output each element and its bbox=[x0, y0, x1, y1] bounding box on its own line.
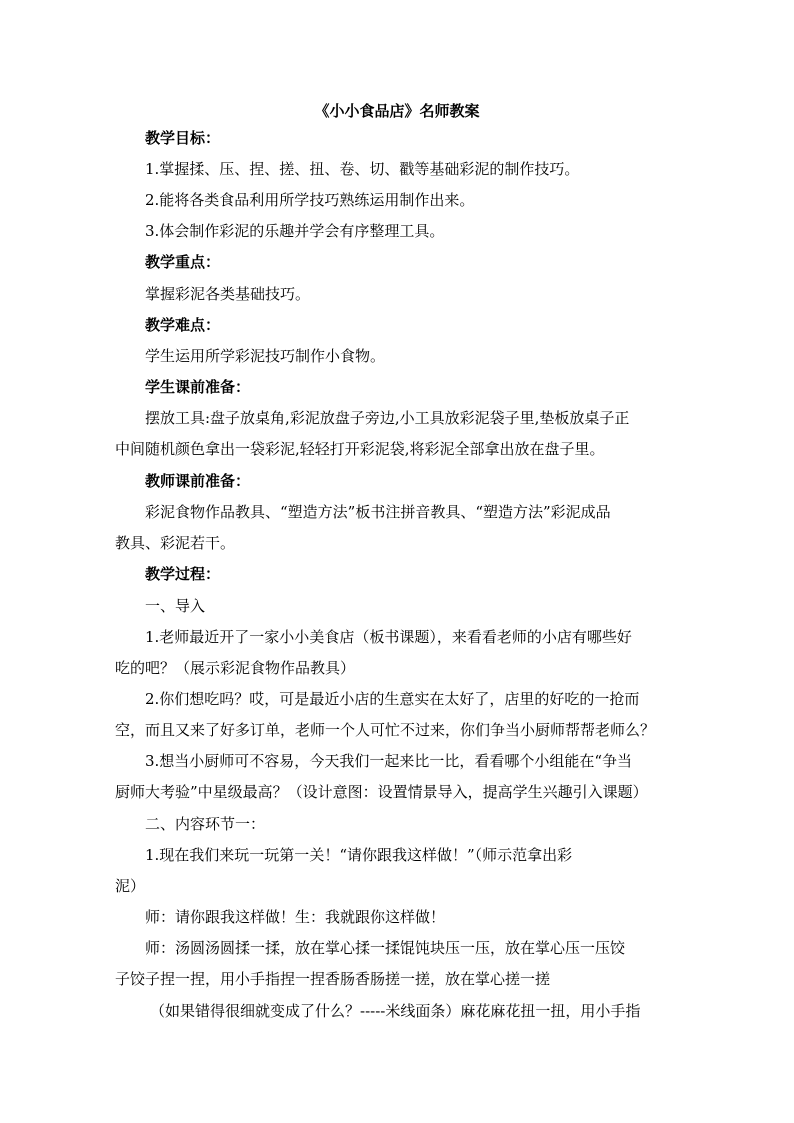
teacher-prep-heading: 教师课前准备： bbox=[145, 472, 251, 490]
student-prep-line-1: 摆放工具:盘子放桌角,彩泥放盘子旁边,小工具放彩泥袋子里,垫板放桌子正 bbox=[145, 409, 630, 427]
goal-2: 2.能将各类食品利用所学技巧熟练运用制作出来。 bbox=[145, 191, 475, 209]
paragraph-1-line-2: 吃的吧？（展示彩泥食物作品教具） bbox=[115, 659, 356, 677]
paragraph-7: （如果错得很细就变成了什么？-----米线面条）麻花麻花扭一扭，用小手指 bbox=[150, 1002, 641, 1020]
process-heading: 教学过程： bbox=[145, 565, 221, 583]
paragraph-4-line-1: 1.现在我们来玩一玩第一关！“请你跟我这样做！”（师示范拿出彩 bbox=[145, 846, 573, 864]
goals-heading: 教学目标： bbox=[145, 129, 221, 147]
difficulty-heading: 教学难点： bbox=[145, 316, 221, 334]
paragraph-1-line-1: 1.老师最近开了一家小小美食店（板书课题），来看看老师的小店有哪些好 bbox=[145, 628, 632, 646]
paragraph-4-line-2: 泥） bbox=[115, 877, 146, 895]
teacher-prep-line-1: 彩泥食物作品教具、“塑造方法”板书注拼音教具、“塑造方法”彩泥成品 bbox=[145, 503, 611, 521]
section-intro: 一、导入 bbox=[145, 597, 206, 615]
difficulty-text: 学生运用所学彩泥技巧制作小食物。 bbox=[145, 347, 386, 365]
key-text: 掌握彩泥各类基础技巧。 bbox=[145, 285, 311, 303]
paragraph-5: 师：请你跟我这样做！生：我就跟你这样做！ bbox=[145, 908, 446, 926]
paragraph-3-line-1: 3.想当小厨师可不容易，今天我们一起来比一比，看看哪个小组能在“争当 bbox=[145, 752, 632, 770]
paragraph-2-line-1: 2.你们想吃吗？哎，可是最近小店的生意实在太好了，店里的好吃的一抢而 bbox=[145, 690, 640, 708]
student-prep-line-2: 中间随机颜色拿出一袋彩泥,轻轻打开彩泥袋,将彩泥全部拿出放在盘子里。 bbox=[115, 440, 605, 458]
key-heading: 教学重点： bbox=[145, 253, 221, 271]
paragraph-6-line-1: 师：汤圆汤圆揉一揉，放在掌心揉一揉馄饨块压一压，放在掌心压一压饺 bbox=[145, 939, 626, 957]
document-title: 《小小食品店》名师教案 bbox=[314, 102, 480, 120]
student-prep-heading: 学生课前准备： bbox=[145, 378, 251, 396]
teacher-prep-line-2: 教具、彩泥若干。 bbox=[115, 534, 236, 552]
goal-1: 1.掌握揉、压、捏、搓、扭、卷、切、戳等基础彩泥的制作技巧。 bbox=[145, 160, 580, 178]
paragraph-3-line-2: 厨师大考验”中星级最高？（设计意图：设置情景导入，提高学生兴趣引入课题） bbox=[115, 783, 648, 801]
paragraph-6-line-2: 子饺子捏一捏，用小手指捏一捏香肠香肠搓一搓，放在掌心搓一搓 bbox=[115, 970, 551, 988]
paragraph-2-line-2: 空，而且又来了好多订单，老师一个人可忙不过来，你们争当小厨师帮帮老师么？ bbox=[115, 721, 656, 739]
section-content-1: 二、内容环节一： bbox=[145, 815, 266, 833]
goal-3: 3.体会制作彩泥的乐趣并学会有序整理工具。 bbox=[145, 222, 445, 240]
